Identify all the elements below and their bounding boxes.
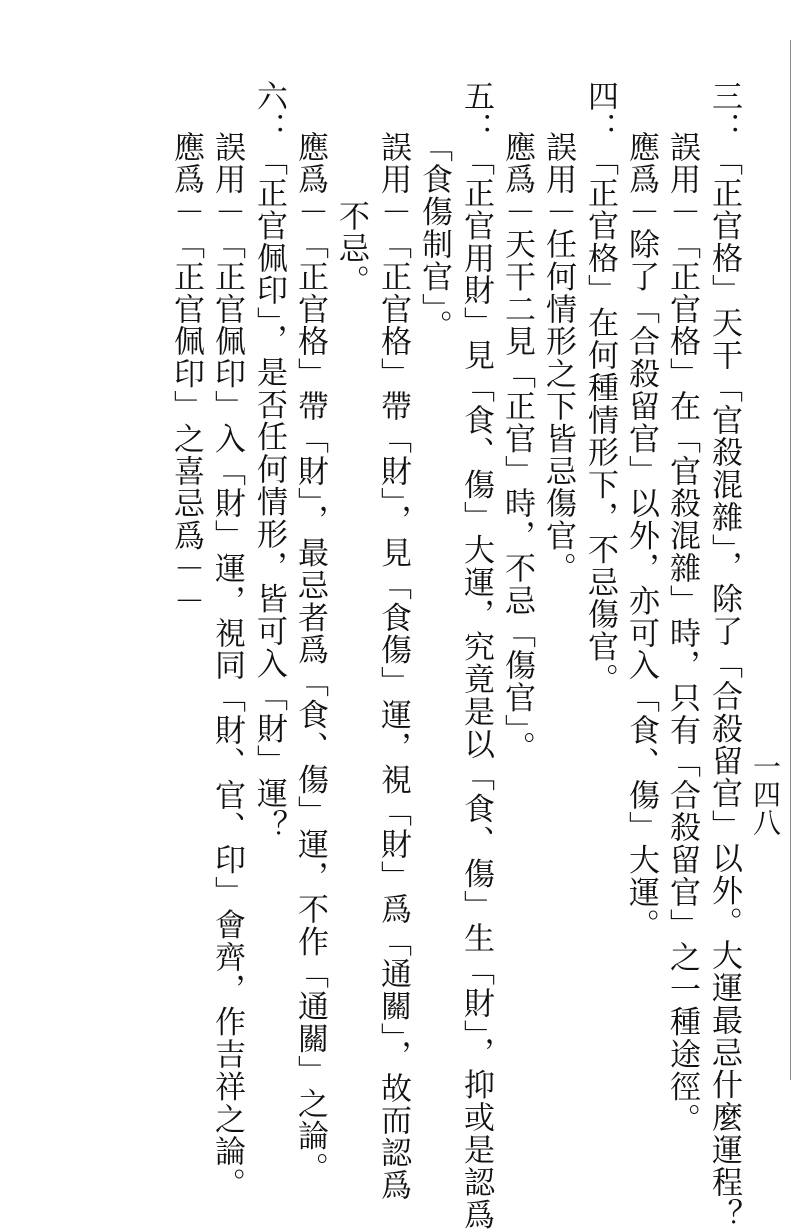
question-6-wrong: 誤用－「正官佩印」入「財」運，視同「財、官、印」會齊，作吉祥之論。 bbox=[209, 131, 245, 1201]
question-4-correct: 應爲－天干二見「正官」時，不忌「傷官」。 bbox=[499, 131, 535, 764]
page-number: 一四八 bbox=[749, 752, 782, 836]
question-6: 六：「正官佩印」，是否任何情形，皆可入「財」運？ bbox=[251, 80, 287, 843]
page-edge-line bbox=[790, 40, 791, 1080]
question-6-correct: 應爲－「正官佩印」之喜忌爲－－ bbox=[168, 131, 204, 617]
question-5-wrong: 誤用－「正官格」帶「財」，見「食傷」運，視「財」爲「通關」，故而認爲 bbox=[375, 131, 411, 1202]
question-5-correct: 應爲－「正官格」帶「財」，最忌者爲「食、傷」運，不作「通關」之論。 bbox=[292, 131, 328, 1185]
question-3-wrong: 誤用－「正官格」在「官殺混雜」時，只有「合殺留官」之一種途徑。 bbox=[664, 131, 700, 1136]
question-5-continued: 「食傷制官」。 bbox=[416, 131, 452, 343]
question-3: 三：「正官格」天干「官殺混雜」，除了「合殺留官」以外。大運最忌什麼運程？ bbox=[706, 80, 742, 1231]
question-4-wrong: 誤用－任何情形之下皆忌傷官。 bbox=[540, 131, 576, 585]
question-5-wrong-continued: 不忌。 bbox=[333, 200, 369, 298]
question-4: 四：「正官格」在何種情形下，不忌傷官。 bbox=[582, 80, 618, 696]
question-5: 五：「正官用財」見「食、傷」大運，究竟是以「食、傷」生「財」，抑或是認爲 bbox=[458, 80, 494, 1231]
question-3-correct: 應爲－除了「合殺留官」以外，亦可入「食、傷」大運。 bbox=[623, 131, 659, 941]
